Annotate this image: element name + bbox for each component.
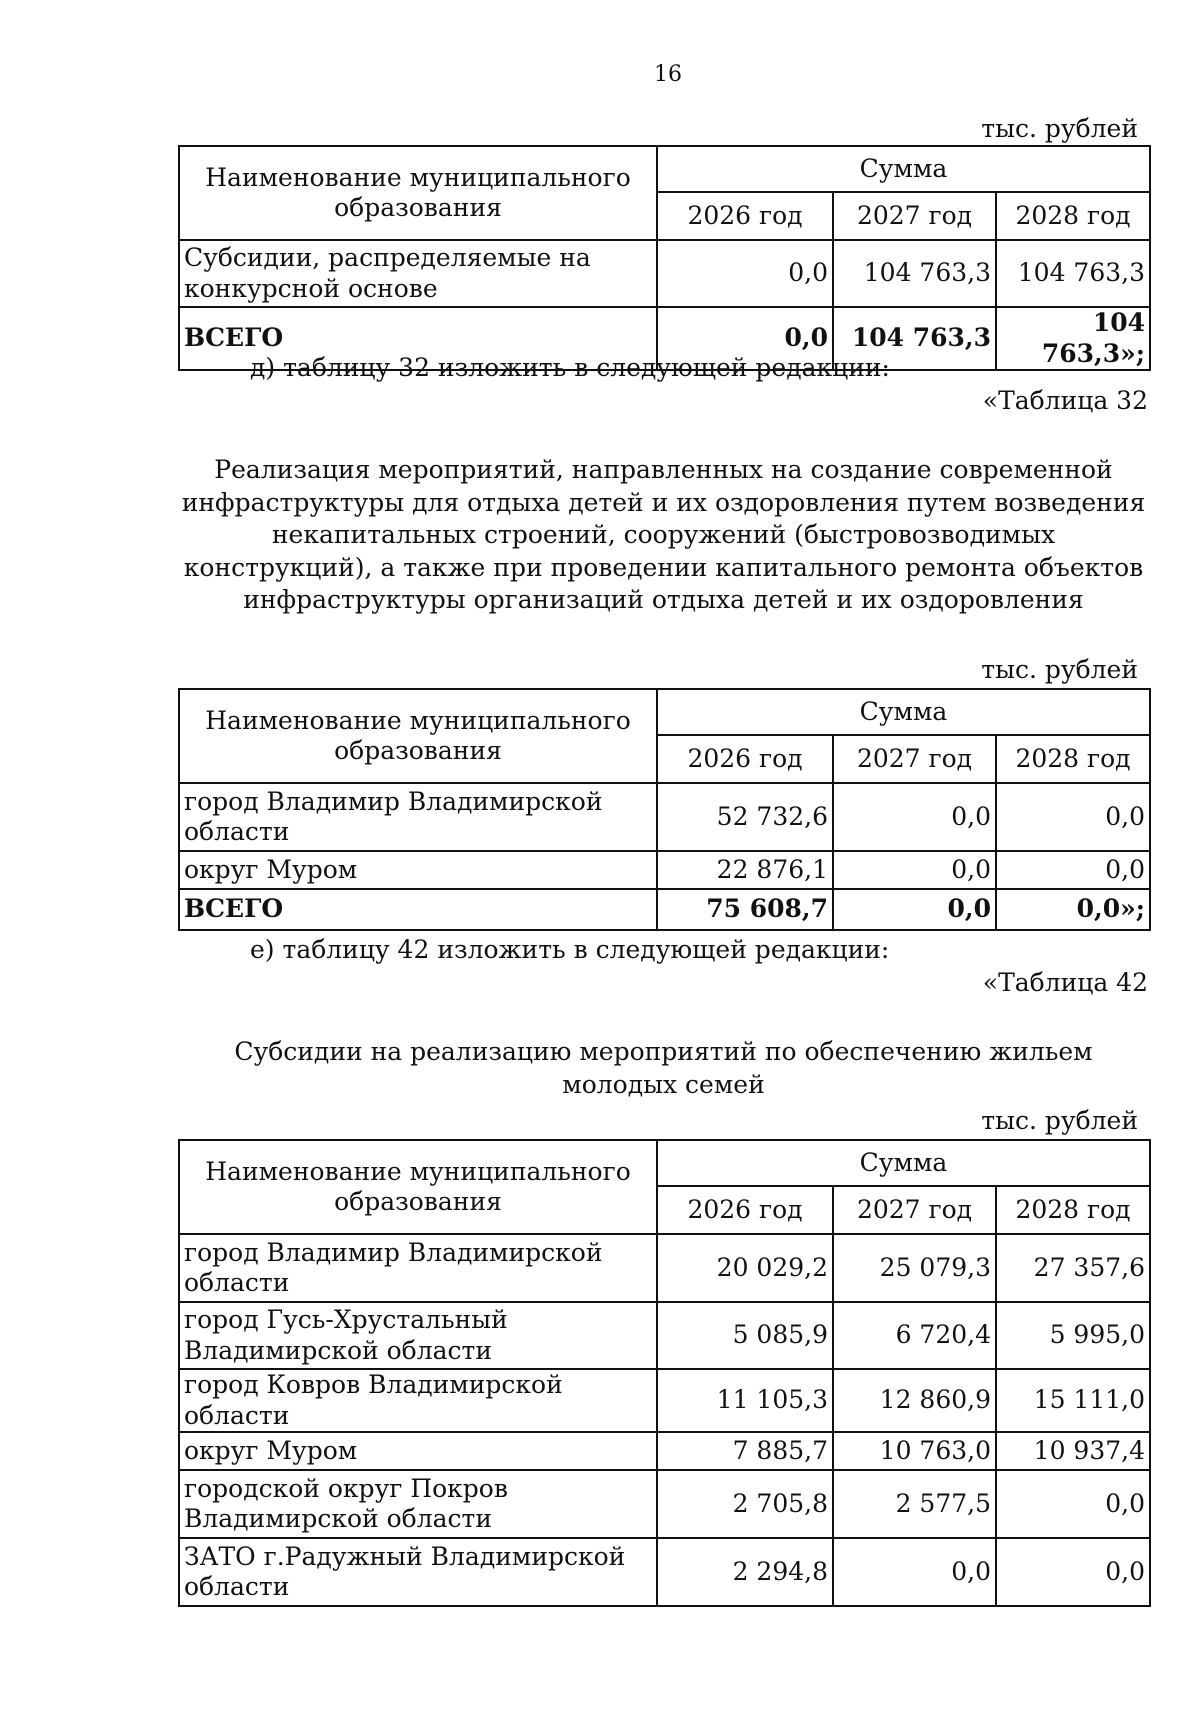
- row-value-2028: 104 763,3: [996, 240, 1150, 307]
- row-value-2026: 2 705,8: [657, 1470, 833, 1538]
- header-2028: 2028 год: [996, 735, 1150, 783]
- row-value-2026: 20 029,2: [657, 1234, 833, 1302]
- table-row: [179, 1432, 1150, 1470]
- total-value-2026: 0,0: [657, 307, 833, 370]
- header-2028: 2028 год: [996, 1186, 1150, 1234]
- total-value-2028: 104 763,3»;: [996, 307, 1150, 370]
- row-value-2026: 0,0: [657, 240, 833, 307]
- row-name: ЗАТО г.Радужный Владимирской области: [179, 1538, 657, 1606]
- row-name: округ Муром: [179, 1432, 657, 1470]
- table-32-title: Реализация мероприятий, направленных на создание современной инфраструктуры для отдыха детей и их оздоровления путем возведения некапитальных строений, сооружений (быстровозводимых конструкций), а также при проведении капитального ремонта объектов инфраструктуры организаций отдыха детей и их оздоровления: [181, 455, 1146, 614]
- paragraph-d: д) таблицу 32 изложить в следующей редакции:: [250, 353, 890, 382]
- row-name: Субсидии, распределяемые на конкурсной основе: [179, 240, 657, 307]
- table-row: [179, 1470, 1150, 1538]
- row-value-2026: 22 876,1: [657, 851, 833, 889]
- row-value-2026: 52 732,6: [657, 783, 833, 851]
- row-value-2027: 25 079,3: [833, 1234, 996, 1302]
- header-2026: 2026 год: [657, 192, 833, 240]
- total-value-2027: 0,0: [833, 889, 996, 930]
- total-value-2027: 104 763,3: [833, 307, 996, 370]
- header-2027: 2027 год: [833, 735, 996, 783]
- table-row: [179, 1302, 1150, 1369]
- row-value-2027: 0,0: [833, 851, 996, 889]
- row-value-2027: 104 763,3: [833, 240, 996, 307]
- table-32-reference: «Таблица 32: [982, 386, 1148, 415]
- table-32: [178, 688, 1151, 931]
- unit-label: тыс. рублей: [981, 1106, 1138, 1135]
- row-name: город Владимир Владимирской области: [179, 783, 657, 851]
- header-2028: 2028 год: [996, 192, 1150, 240]
- total-value-2028: 0,0»;: [996, 889, 1150, 930]
- row-value-2027: 6 720,4: [833, 1302, 996, 1369]
- row-name: город Ковров Владимирской области: [179, 1369, 657, 1432]
- header-municipality: Наименование муниципального образования: [179, 1140, 657, 1234]
- row-value-2027: 0,0: [833, 783, 996, 851]
- row-value-2028: 0,0: [996, 1538, 1150, 1606]
- total-value-2026: 75 608,7: [657, 889, 833, 930]
- unit-label: тыс. рублей: [981, 655, 1138, 684]
- header-municipality: Наименование муниципального образования: [179, 146, 657, 240]
- row-value-2026: 5 085,9: [657, 1302, 833, 1369]
- total-row: [179, 889, 1150, 930]
- page-number: 16: [654, 62, 682, 87]
- table-row: [179, 1369, 1150, 1432]
- header-sum: Сумма: [657, 689, 1150, 735]
- row-value-2028: 15 111,0: [996, 1369, 1150, 1432]
- subsidy-table-continued: [178, 145, 1151, 371]
- table-row: [179, 851, 1150, 889]
- total-label: ВСЕГО: [179, 307, 657, 370]
- row-value-2027: 2 577,5: [833, 1470, 996, 1538]
- header-2026: 2026 год: [657, 735, 833, 783]
- header-sum: Сумма: [657, 1140, 1150, 1186]
- row-value-2026: 7 885,7: [657, 1432, 833, 1470]
- row-value-2028: 27 357,6: [996, 1234, 1150, 1302]
- paragraph-e: е) таблицу 42 изложить в следующей редакции:: [250, 935, 890, 964]
- unit-label: тыс. рублей: [981, 114, 1138, 143]
- row-value-2028: 0,0: [996, 783, 1150, 851]
- header-sum: Сумма: [657, 146, 1150, 192]
- row-name: город Гусь-Хрустальный Владимирской области: [179, 1302, 657, 1369]
- header-2027: 2027 год: [833, 1186, 996, 1234]
- row-value-2028: 0,0: [996, 851, 1150, 889]
- row-value-2027: 0,0: [833, 1538, 996, 1606]
- table-row: [179, 1234, 1150, 1302]
- header-2027: 2027 год: [833, 192, 996, 240]
- table-42-title: Субсидии на реализацию мероприятий по обеспечению жильем молодых семей: [234, 1037, 1093, 1099]
- header-municipality: Наименование муниципального образования: [179, 689, 657, 783]
- row-value-2026: 2 294,8: [657, 1538, 833, 1606]
- row-value-2027: 12 860,9: [833, 1369, 996, 1432]
- row-value-2028: 5 995,0: [996, 1302, 1150, 1369]
- row-value-2028: 10 937,4: [996, 1432, 1150, 1470]
- total-label: ВСЕГО: [179, 889, 657, 930]
- row-name: город Владимир Владимирской области: [179, 1234, 657, 1302]
- table-row: [179, 1538, 1150, 1606]
- row-name: округ Муром: [179, 851, 657, 889]
- row-value-2026: 11 105,3: [657, 1369, 833, 1432]
- row-name: городской округ Покров Владимирской области: [179, 1470, 657, 1538]
- row-value-2027: 10 763,0: [833, 1432, 996, 1470]
- table-row: [179, 783, 1150, 851]
- table-42-reference: «Таблица 42: [982, 968, 1148, 997]
- header-2026: 2026 год: [657, 1186, 833, 1234]
- table-42: [178, 1139, 1151, 1607]
- row-value-2028: 0,0: [996, 1470, 1150, 1538]
- table-row: [179, 240, 1150, 307]
